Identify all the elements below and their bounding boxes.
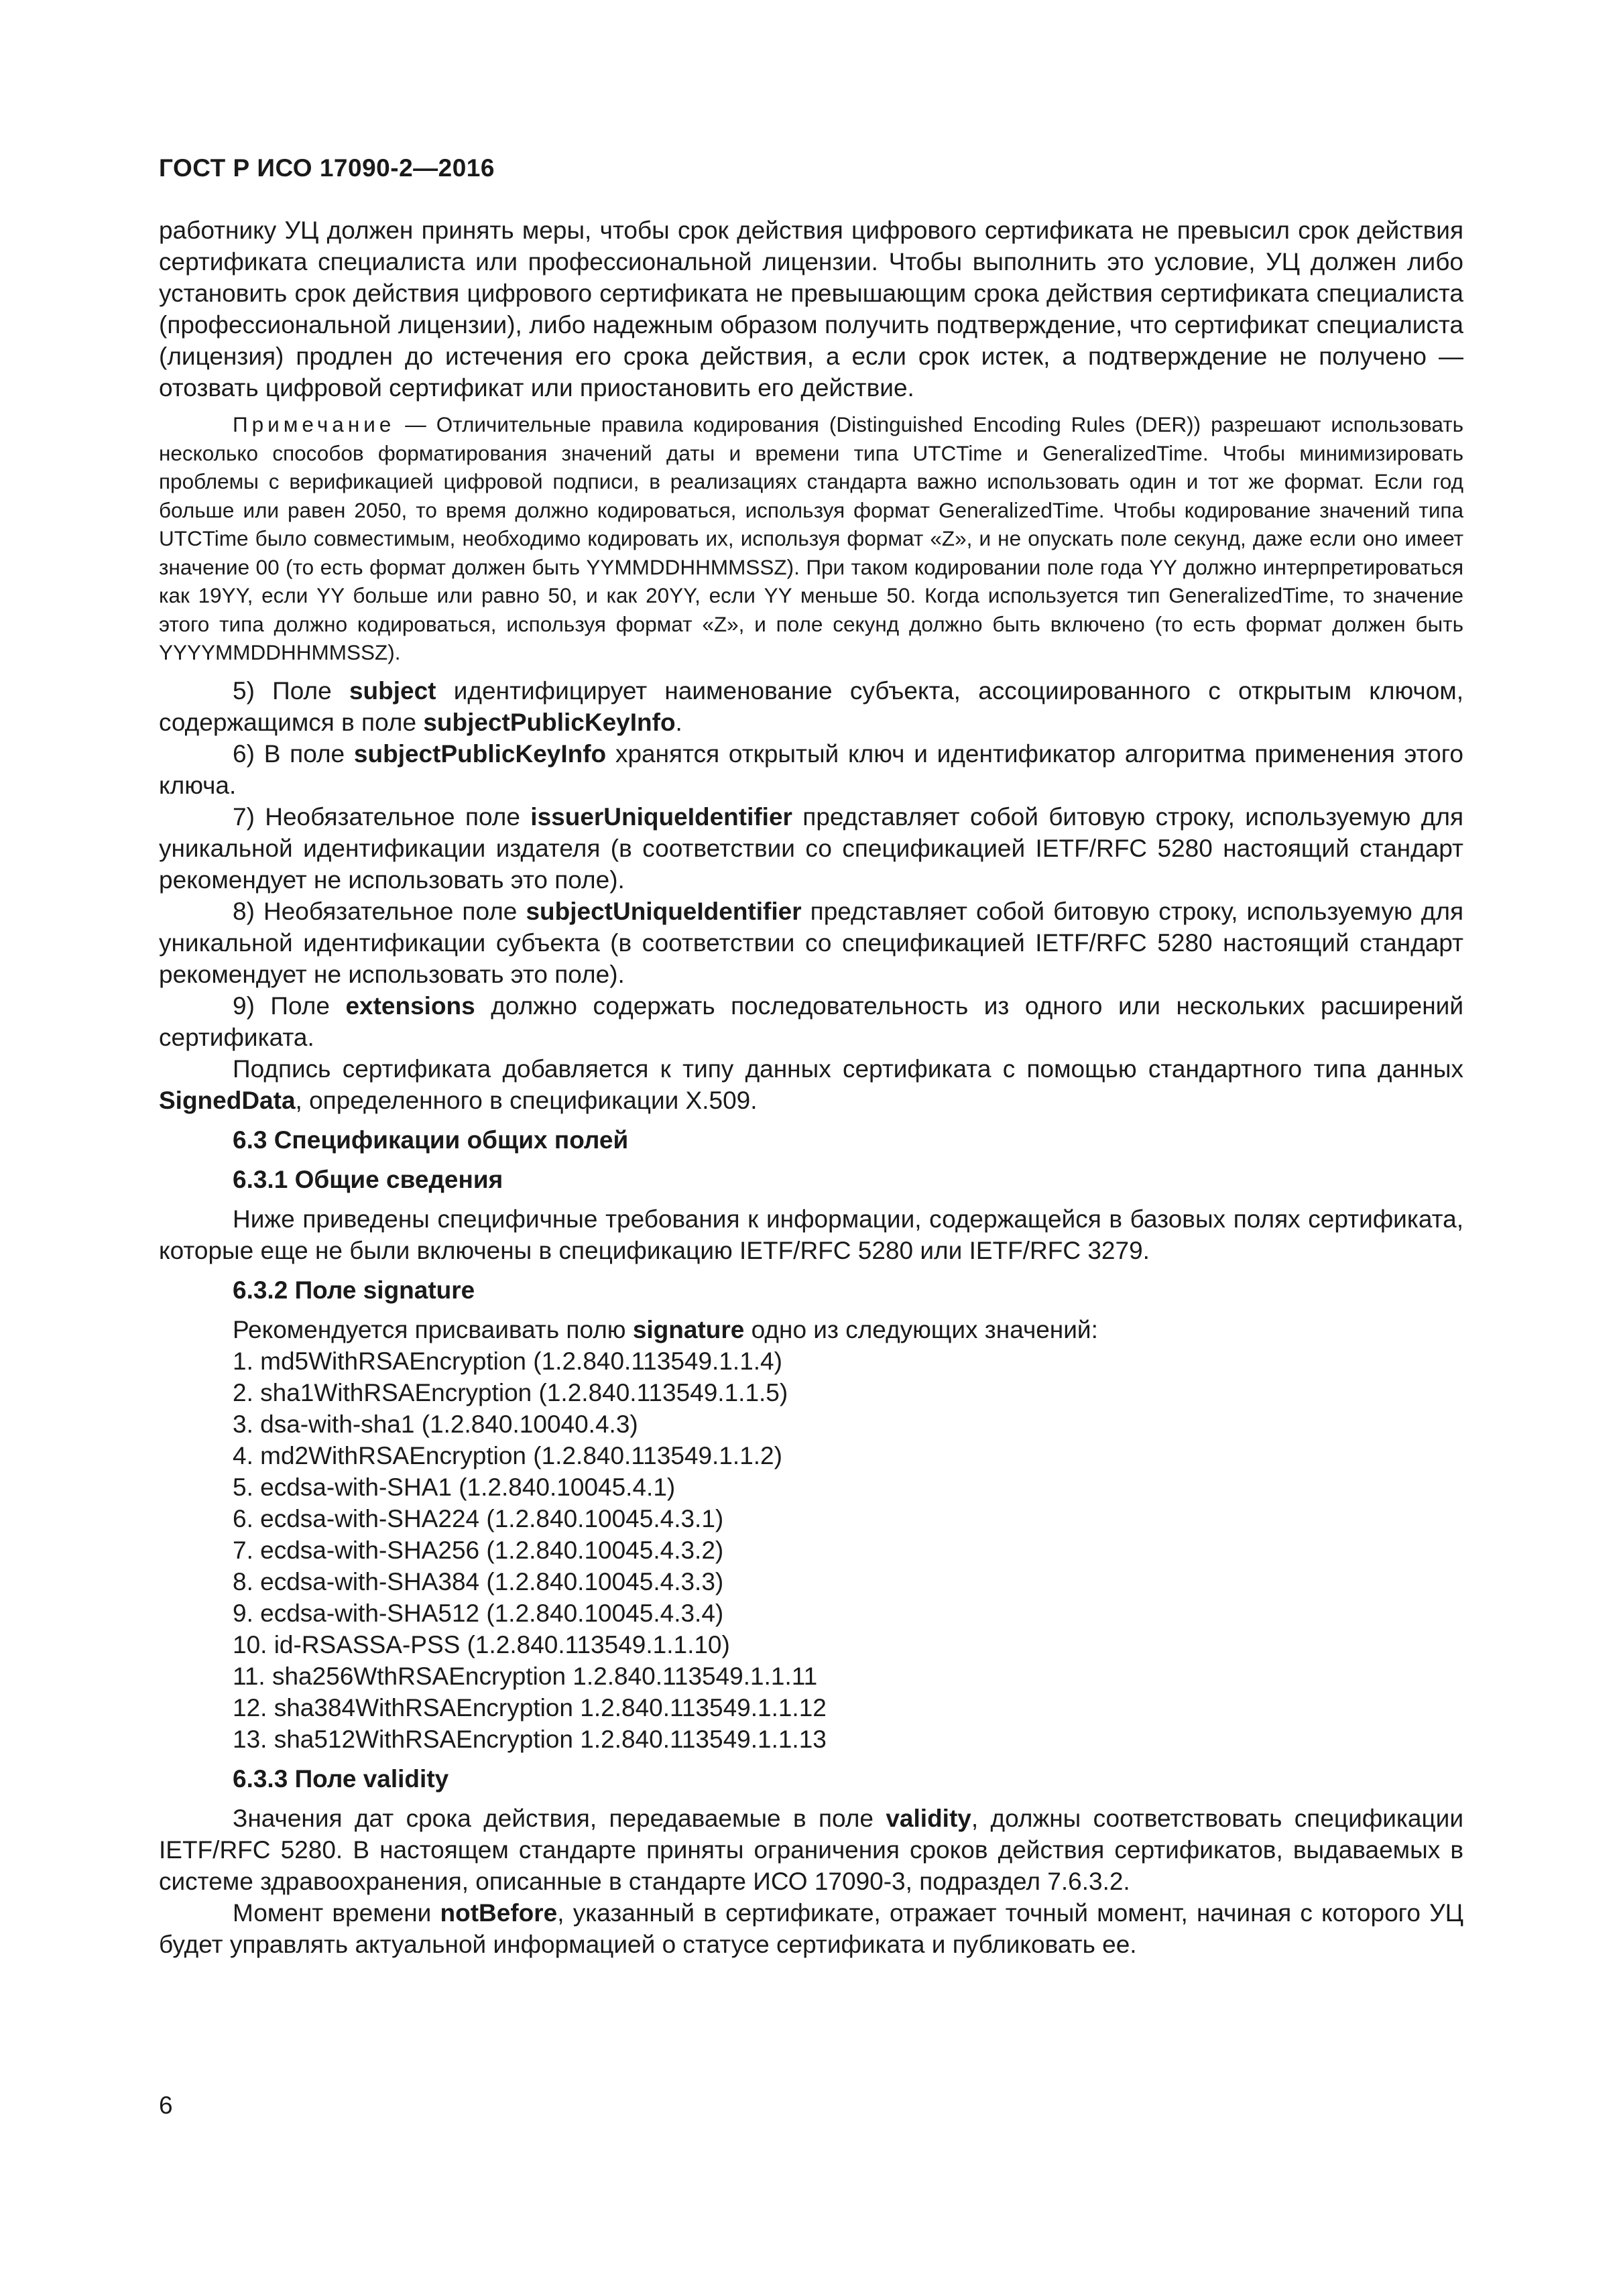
item-9 xyxy=(159,990,1463,1053)
p632-field: signature xyxy=(632,1315,745,1343)
heading-6-3-2: 6.3.2 Поле signature xyxy=(233,1276,475,1304)
list-item: 7. ecdsa-with-SHA256 (1.2.840.10045.4.3.2) xyxy=(233,1536,724,1564)
item-6-field: subjectPublicKeyInfo xyxy=(353,739,607,768)
item-9-field: extensions xyxy=(345,991,475,1020)
item-7-text: 7) Необязательное поле xyxy=(233,802,531,831)
item-5-text-2: идентифицирует наименование субъекта, ассоциированного с открытым ключом, содержащимся в поле xyxy=(159,676,1464,736)
signature-data-paragraph xyxy=(159,1053,1463,1116)
item-8-field: subjectUniqueIdentifier xyxy=(526,897,802,925)
item-5-field-2: subjectPublicKeyInfo xyxy=(423,708,676,736)
heading-6-3-1: 6.3.1 Общие сведения xyxy=(233,1165,503,1193)
item-6-text-2: хранятся открытый ключ и идентификатор алгоритма применения этого ключа. xyxy=(159,739,1463,799)
note-label: Примечание xyxy=(233,412,396,436)
paragraph-6-3-3-a xyxy=(159,1803,1463,1897)
item-8-text-2: представляет собой битовую строку, используемую для уникальной идентификации субъекта (в соответствии со спецификацией IETF/RFC 5280 настоящий стандарт рекомендует не использовать это поле). xyxy=(159,897,1463,988)
item-8-text: 8) Необязательное поле xyxy=(233,897,526,925)
item-7-text-2: представляет собой битовую строку, используемую для уникальной идентификации издателя (в соответствии со спецификацией IETF/RFC 5280 настоящий стандарт рекомендует не использовать это поле). xyxy=(159,802,1464,894)
sig-para-text-2: , определенного в спецификации X.509. xyxy=(295,1086,758,1114)
item-5-field: subject xyxy=(349,676,436,705)
note-text: Отличительные правила кодирования (Distinguished Encoding Rules (DER)) разрешают использовать несколько способов форматирования значений даты и времени типа UTCTime и GeneralizedTime. Чтобы минимизировать проблемы с верификацией цифровой подписи, в реализациях стандарта важно использовать один и тот же формат. Если год больше или равен 2050, то время должно кодироваться, используя формат GeneralizedTime. Чтобы кодирование значений типа UTCTime было совместимым, необходимо кодировать их, используя формат «Z», и не опускать поле секунд, даже если оно имеет значение 00 (то есть формат должен быть YYMMDDHHMMSSZ). При таком кодировании поле года YY должно интерпретироваться как 19YY, если YY больше или равно 50, и как 20YY, если YY меньше 50. Когда используется тип GeneralizedTime, то значение этого типа должно кодироваться, используя формат «Z», и поле секунд должно быть включено (то есть формат должен быть YYYYMMDDHHMMSSZ). xyxy=(159,412,1463,664)
heading-6-3-3: 6.3.3 Поле validity xyxy=(233,1764,449,1793)
item-9-text: 9) Поле xyxy=(233,991,346,1020)
item-7 xyxy=(159,801,1463,896)
sig-para-type: SignedData xyxy=(159,1086,296,1114)
list-item: 13. sha512WithRSAEncryption 1.2.840.113549.1.1.13 xyxy=(233,1725,827,1753)
item-7-field: issuerUniqueIdentifier xyxy=(530,802,792,831)
page-number: 6 xyxy=(159,2092,173,2119)
list-item: 1. md5WithRSAEncryption (1.2.840.113549.1.1.4) xyxy=(233,1347,782,1375)
intro-paragraph: работнику УЦ должен принять меры, чтобы срок действия цифрового сертификата не превысил срок действия сертификата специалиста или профессиональной лицензии. Чтобы выполнить это условие, УЦ должен либо установить срок действия цифрового сертификата не превышающим срока действия сертификата специалиста (профессиональной лицензии), либо надежным образом получить подтверждение, что сертификат специалиста (лицензия) продлен до истечения его срока действия, а если срок истек, а подтверждение не получено — отозвать цифровой сертификат или приостановить его действие. xyxy=(159,217,1463,402)
list-item: 10. id-RSASSA-PSS (1.2.840.113549.1.1.10) xyxy=(233,1630,730,1658)
note-paragraph xyxy=(159,410,1463,667)
p633b-text-2: , указанный в сертификате, отражает точный момент, начиная с которого УЦ будет управлять актуальной информацией о статусе сертификата и публиковать ее. xyxy=(159,1898,1463,1958)
p633a-field: validity xyxy=(886,1804,971,1832)
item-5-text: 5) Поле xyxy=(233,676,349,705)
item-6-text: 6) В поле xyxy=(233,739,354,768)
p632-text: Рекомендуется присваивать полю xyxy=(233,1315,633,1343)
list-item: 4. md2WithRSAEncryption (1.2.840.113549.1.1.2) xyxy=(233,1441,782,1469)
list-item: 8. ecdsa-with-SHA384 (1.2.840.10045.4.3.3) xyxy=(233,1567,724,1595)
p632-text-2: одно из следующих значений: xyxy=(744,1315,1098,1343)
item-6 xyxy=(159,738,1463,801)
p633a-text-2: , должны соответствовать спецификации IETF/RFC 5280. В настоящем стандарте приняты ограничения сроков действия сертификатов, выдаваемых в системе здравоохранения, описанные в стандарте ИСО 17090-3, подраздел 7.6.3.2. xyxy=(159,1804,1463,1895)
sig-para-text: Подпись сертификата добавляется к типу данных сертификата с помощью стандартного типа данных xyxy=(233,1054,1463,1083)
item-9-text-2: должно содержать последовательность из одного или нескольких расширений сертификата. xyxy=(159,991,1463,1051)
heading-6-3: 6.3 Спецификации общих полей xyxy=(233,1126,629,1154)
p633b-field: notBefore xyxy=(440,1898,558,1927)
list-item: 3. dsa-with-sha1 (1.2.840.10040.4.3) xyxy=(233,1410,638,1438)
note-dash: — xyxy=(395,412,436,436)
item-5-text-3: . xyxy=(675,708,682,736)
item-8 xyxy=(159,896,1463,990)
list-item: 2. sha1WithRSAEncryption (1.2.840.113549.1.1.5) xyxy=(233,1378,788,1406)
paragraph-6-3-2 xyxy=(159,1314,1463,1345)
list-item: 12. sha384WithRSAEncryption 1.2.840.113549.1.1.12 xyxy=(233,1693,827,1721)
signature-algorithm-list xyxy=(159,1345,1463,1755)
list-item: 5. ecdsa-with-SHA1 (1.2.840.10045.4.1) xyxy=(233,1473,676,1501)
list-item: 11. sha256WthRSAEncryption 1.2.840.113549.1.1.11 xyxy=(233,1662,818,1690)
document-header: ГОСТ Р ИСО 17090-2—2016 xyxy=(159,154,495,182)
list-item: 9. ecdsa-with-SHA512 (1.2.840.10045.4.3.4) xyxy=(233,1599,724,1627)
list-item: 6. ecdsa-with-SHA224 (1.2.840.10045.4.3.1) xyxy=(233,1504,724,1532)
page-content xyxy=(159,215,1463,1960)
paragraph-6-3-3-b xyxy=(159,1897,1463,1960)
paragraph-6-3-1: Ниже приведены специфичные требования к информации, содержащейся в базовых полях сертификата, которые еще не были включены в спецификацию IETF/RFC 5280 или IETF/RFC 3279. xyxy=(159,1205,1463,1264)
p633a-text: Значения дат срока действия, передаваемые в поле xyxy=(233,1804,886,1832)
item-5 xyxy=(159,675,1463,738)
p633b-text: Момент времени xyxy=(233,1898,440,1927)
